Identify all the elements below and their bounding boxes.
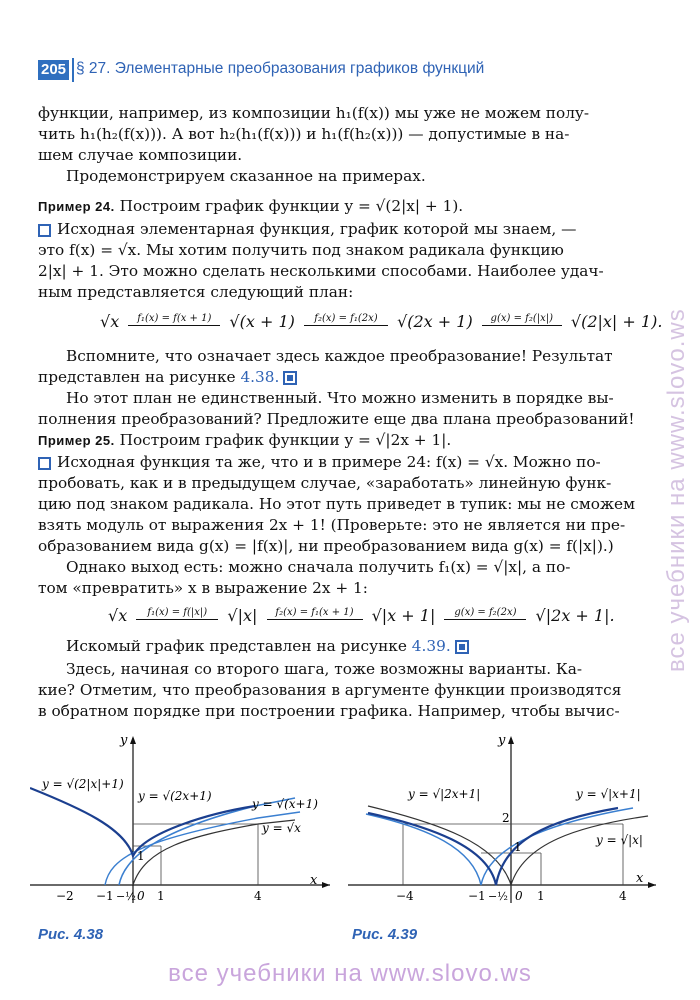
transform-arrow bbox=[482, 306, 562, 326]
label-sqrt-2abs-x-plus-1: y = √(2|x|+1) bbox=[42, 777, 124, 791]
chain-item: √x bbox=[100, 312, 120, 331]
figure-ref-4-39[interactable]: 4.39. bbox=[411, 637, 451, 655]
text: Исходная элементарная функция, график которой мы знаем, — bbox=[57, 220, 577, 238]
paragraph-line: 2|x| + 1. Это можно сделать несколькими способами. Наиболее удач- bbox=[38, 262, 604, 280]
tick-label: 0 bbox=[137, 889, 145, 903]
tick-label: 2 bbox=[502, 811, 510, 825]
label-sqrt-x-plus-1: y = √(x+1) bbox=[252, 797, 318, 811]
paragraph-line bbox=[38, 367, 297, 388]
text: представлен на рисунке bbox=[38, 368, 241, 386]
header-divider bbox=[72, 58, 74, 82]
tick-label: 4 bbox=[254, 889, 262, 903]
tick-label: −½ bbox=[488, 890, 508, 903]
paragraph-line: взять модуль от выражения 2x + 1! (Проверьте: это не является ни пре- bbox=[38, 516, 626, 534]
solution-start-icon bbox=[38, 457, 51, 470]
example-24-title: Построим график функции y = √(2|x| + 1). bbox=[119, 197, 464, 215]
chain-item: √(2|x| + 1). bbox=[570, 312, 663, 331]
paragraph-line: Здесь, начиная со второго шага, тоже возможны варианты. Ка- bbox=[66, 660, 583, 678]
tick-label: 1 bbox=[157, 889, 165, 903]
paragraph-line: чить h₁(h₂(f(x))). А вот h₂(h₁(f(x))) и h₁(f(h₂(x))) — допустимые в на- bbox=[38, 125, 570, 143]
y-axis-arrow-icon bbox=[130, 736, 136, 744]
solution-start-icon bbox=[38, 224, 51, 237]
paragraph-line: образованием вида g(x) = |f(x)|, ни преобразованием вида g(x) = f(|x|).) bbox=[38, 537, 614, 555]
tick-label: −4 bbox=[396, 889, 414, 903]
figure-4-38 bbox=[30, 728, 335, 908]
transformation-chain-24 bbox=[100, 306, 662, 331]
transform-arrow bbox=[267, 600, 363, 620]
solution-end-icon bbox=[455, 640, 469, 654]
paragraph-line: Продемонстрируем сказанное на примерах. bbox=[66, 167, 426, 185]
figure-caption-4-38: Рис. 4.38 bbox=[38, 926, 104, 943]
x-axis-label: x bbox=[636, 871, 644, 886]
transform-arrow bbox=[304, 306, 388, 326]
paragraph-line: в обратном порядке при построении графика. Например, чтобы вычис- bbox=[38, 702, 620, 720]
chain-item: √x bbox=[108, 606, 128, 625]
chain-item: √(x + 1) bbox=[229, 312, 295, 331]
arrow-label: g(x) = f₂(|x|) bbox=[490, 313, 554, 324]
example-25-heading bbox=[38, 430, 451, 451]
paragraph-line: ным представляется следующий план: bbox=[38, 283, 354, 301]
label-sqrt-2x-plus-1: y = √(2x+1) bbox=[138, 789, 212, 803]
example-25-label: Пример 25. bbox=[38, 433, 115, 448]
paragraph-line: пробовать, как и в предыдущем случае, «заработать» линейную функ- bbox=[38, 474, 612, 492]
x-axis-arrow-icon bbox=[322, 882, 330, 888]
page-header bbox=[38, 58, 678, 84]
arrow-label: f₂(x) = f₁(2x) bbox=[314, 313, 378, 324]
solution-end-icon bbox=[283, 371, 297, 385]
paragraph-line: Вспомните, что означает здесь каждое преобразование! Результат bbox=[66, 347, 613, 365]
paragraph-line bbox=[38, 452, 601, 473]
transformation-chain-25 bbox=[108, 600, 615, 625]
arrow-label: g(x) = f₂(2x) bbox=[454, 607, 517, 618]
tick-label: −2 bbox=[56, 889, 74, 903]
paragraph-line: Но этот план не единственный. Что можно изменить в порядке вы- bbox=[66, 389, 614, 407]
page-title: § 27. Элементарные преобразования графиков функций bbox=[76, 60, 485, 77]
figure-caption-4-39: Рис. 4.39 bbox=[352, 926, 418, 943]
y-axis-label: y bbox=[498, 733, 506, 748]
y-axis-arrow-icon bbox=[508, 736, 514, 744]
paragraph-line bbox=[38, 636, 469, 657]
page-number: 205 bbox=[38, 60, 69, 80]
tick-label: 1 bbox=[514, 840, 522, 854]
figure-ref-4-38[interactable]: 4.38. bbox=[240, 368, 280, 386]
paragraph-line: шем случае композиции. bbox=[38, 146, 243, 164]
tick-label: −1 bbox=[468, 889, 486, 903]
example-24-heading bbox=[38, 196, 463, 217]
tick-label: 0 bbox=[515, 889, 523, 903]
arrow-label: f₁(x) = f(x + 1) bbox=[137, 313, 212, 324]
arrow-label: f₂(x) = f₁(x + 1) bbox=[275, 607, 354, 618]
paragraph-line: цию под знаком радикала. Но этот путь приведет в тупик: мы не сможем bbox=[38, 495, 635, 513]
label-sqrt-abs-x-plus-1: y = √|x+1| bbox=[576, 787, 641, 801]
paragraph-line: функции, например, из композиции h₁(f(x)) мы уже не можем полу- bbox=[38, 104, 590, 122]
tick-label: −½ bbox=[116, 890, 136, 903]
paragraph-line: полнения преобразований? Предложите еще два плана преобразований! bbox=[38, 410, 635, 428]
y-axis-label: y bbox=[120, 733, 128, 748]
example-25-title: Построим график функции y = √|2x + 1|. bbox=[119, 431, 452, 449]
side-watermark: все учебники на www.slovo.ws bbox=[663, 308, 690, 672]
chain-item: √|2x + 1|. bbox=[535, 606, 615, 625]
chain-item: √|x| bbox=[227, 606, 258, 625]
tick-label: −1 bbox=[96, 889, 114, 903]
text: Искомый график представлен на рисунке bbox=[66, 637, 412, 655]
label-sqrt-abs-2x-plus-1: y = √|2x+1| bbox=[408, 787, 481, 801]
tick-label: 4 bbox=[619, 889, 627, 903]
label-sqrt-abs-x: y = √|x| bbox=[596, 833, 643, 847]
text: Исходная функция та же, что и в примере 24: f(x) = √x. Можно по- bbox=[57, 453, 601, 471]
x-axis-label: x bbox=[310, 873, 318, 888]
chain-item: √(2x + 1) bbox=[397, 312, 473, 331]
transform-arrow bbox=[444, 600, 526, 620]
paragraph-line: кие? Отметим, что преобразования в аргументе функции производятся bbox=[38, 681, 622, 699]
figure-4-39 bbox=[348, 728, 663, 908]
tick-label: 1 bbox=[137, 849, 145, 863]
x-axis-arrow-icon bbox=[648, 882, 656, 888]
chain-item: √|x + 1| bbox=[371, 606, 436, 625]
paragraph-line: это f(x) = √x. Мы хотим получить под знаком радикала функцию bbox=[38, 241, 564, 259]
paragraph-line: том «превратить» x в выражение 2x + 1: bbox=[38, 579, 368, 597]
transform-arrow bbox=[128, 306, 220, 326]
paragraph-line bbox=[38, 219, 576, 240]
transform-arrow bbox=[136, 600, 218, 620]
tick-label: 1 bbox=[537, 889, 545, 903]
paragraph-line: Однако выход есть: можно сначала получить f₁(x) = √|x|, а по- bbox=[66, 558, 571, 576]
arrow-label: f₁(x) = f(|x|) bbox=[147, 607, 208, 618]
example-24-label: Пример 24. bbox=[38, 199, 115, 214]
label-sqrt-x: y = √x bbox=[262, 821, 301, 835]
bottom-watermark: все учебники на www.slovo.ws bbox=[168, 960, 532, 987]
